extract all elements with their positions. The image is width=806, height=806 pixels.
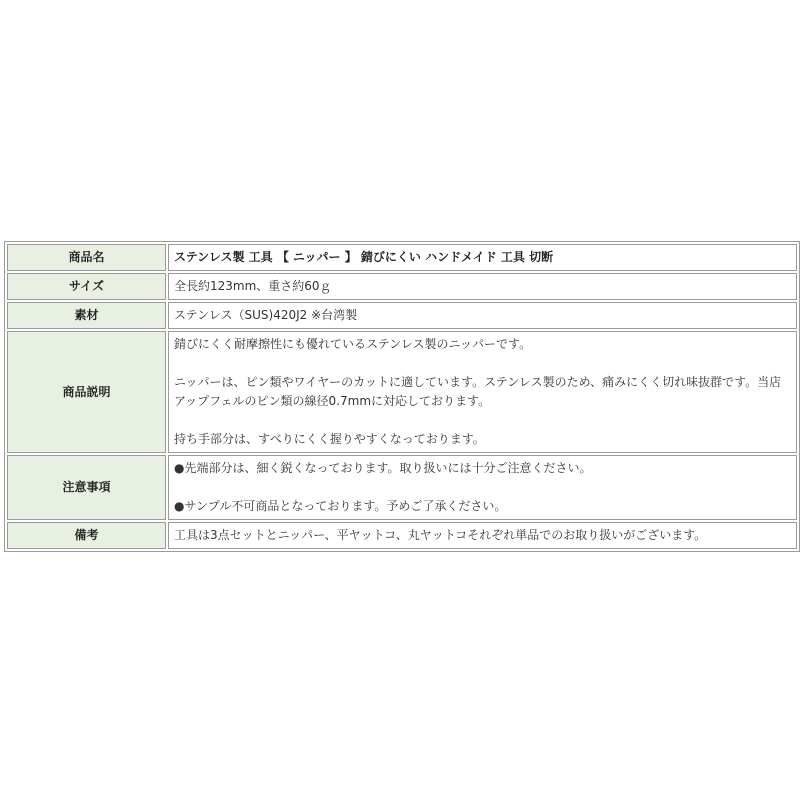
row-label-product-name: 商品名 xyxy=(7,244,166,271)
row-value-size xyxy=(168,273,797,300)
product-spec-table xyxy=(4,241,800,552)
spec-row-remarks xyxy=(7,522,797,549)
description-paragraph-2: ニッパーは、ピン類やワイヤーのカットに適しています。ステンレス製のため、痛みにくく切れ味抜群です。当店アップフェルのピン類の線径0.7mmに対応しております。 xyxy=(174,375,782,408)
row-label-remarks: 備考 xyxy=(7,522,166,549)
spec-row-description xyxy=(7,331,797,453)
size-text: 全長約123mm、重さ約60ｇ xyxy=(174,279,332,293)
row-label-material: 素材 xyxy=(7,302,166,329)
product-name-text: ステンレス製 工具 【 ニッパー 】 錆びにくい ハンドメイド 工具 切断 xyxy=(174,250,554,264)
spec-row-notes xyxy=(7,455,797,520)
material-text: ステンレス（SUS)420J2 ※台湾製 xyxy=(174,308,358,322)
row-label-description: 商品説明 xyxy=(7,331,166,453)
row-label-size: サイズ xyxy=(7,273,166,300)
remarks-text: 工具は3点セットとニッパー、平ヤットコ、丸ヤットコそれぞれ単品でのお取り扱いがございます。 xyxy=(174,528,707,542)
row-value-description xyxy=(168,331,797,453)
spec-row-product-name xyxy=(7,244,797,271)
row-label-notes: 注意事項 xyxy=(7,455,166,520)
description-paragraph-1: 錆びにくく耐摩擦性にも優れているステンレス製のニッパーです。 xyxy=(174,337,532,351)
row-value-product-name xyxy=(168,244,797,271)
row-value-notes xyxy=(168,455,797,520)
notes-paragraph-2: ●サンプル不可商品となっております。予めご了承ください。 xyxy=(174,499,507,513)
row-value-material xyxy=(168,302,797,329)
description-paragraph-3: 持ち手部分は、すべりにくく握りやすくなっております。 xyxy=(174,432,485,446)
notes-paragraph-1: ●先端部分は、細く鋭くなっております。取り扱いには十分ご注意ください。 xyxy=(174,461,592,475)
spec-row-material xyxy=(7,302,797,329)
spec-row-size xyxy=(7,273,797,300)
row-value-remarks xyxy=(168,522,797,549)
